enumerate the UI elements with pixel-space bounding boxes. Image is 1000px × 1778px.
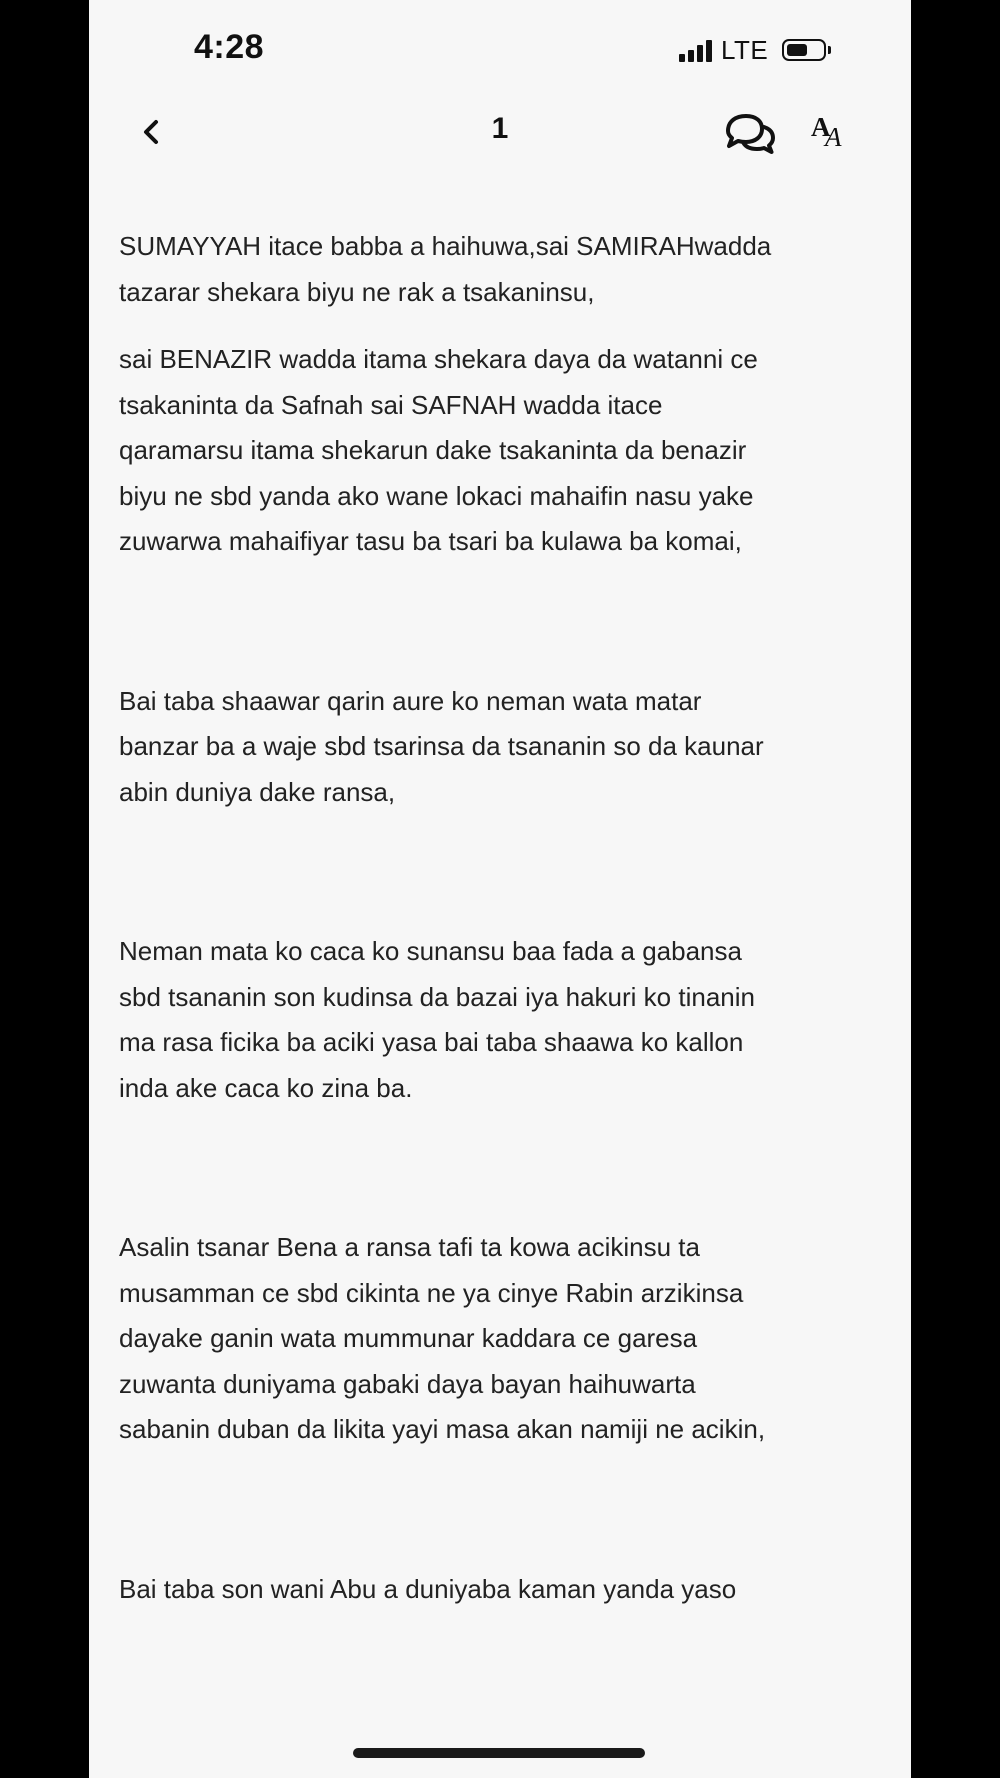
status-bar [89, 0, 911, 100]
page-number: 1 [491, 112, 509, 145]
back-button[interactable] [131, 110, 171, 154]
text-line: banzar ba a waje sbd tsarinsa da tsananin so da kaunar [119, 731, 764, 761]
paragraph [119, 1225, 859, 1453]
comments-button[interactable] [722, 110, 778, 158]
comment-bubbles-icon [722, 112, 778, 156]
text-line: Neman mata ko caca ko sunansu baa fada a gabansa [119, 936, 742, 966]
paragraph [119, 337, 859, 565]
status-indicators [679, 34, 831, 66]
network-type-label: LTE [721, 34, 769, 65]
text-line: sai BENAZIR wadda itama shekara daya da watanni ce [119, 344, 758, 374]
battery-icon [782, 39, 826, 61]
text-line: Asalin tsanar Bena a ransa tafi ta kowa acikinsu ta [119, 1232, 700, 1262]
text-line: zuwanta duniyama gabaki daya bayan haihuwarta [119, 1368, 696, 1399]
status-time: 4:28 [194, 28, 265, 66]
chevron-left-icon [141, 118, 161, 146]
chapter-text [119, 224, 859, 1612]
text-line: dayake ganin wata mummunar kaddara ce garesa [119, 1323, 698, 1353]
text-line: SUMAYYAH itace babba a haihuwa,sai SAMIRAHwadda [119, 231, 772, 261]
text-line: inda ake caca ko zina ba. [119, 1072, 413, 1103]
paragraph [119, 1567, 859, 1613]
text-line: Bai taba shaawar qarin aure ko neman wata matar [119, 685, 702, 716]
battery-level [787, 44, 807, 56]
reader-nav-bar [89, 100, 911, 170]
text-line: musamman ce sbd cikinta ne ya cinye Rabin arzikinsa [119, 1277, 744, 1308]
home-indicator[interactable] [353, 1748, 645, 1758]
text-line: qaramarsu itama shekarun dake tsakaninta da benazir [119, 435, 747, 465]
font-size-icon-small-a: A [825, 122, 842, 152]
paragraph [119, 679, 859, 816]
reader-screen [89, 0, 911, 1778]
font-size-icon-large-a: A [811, 112, 831, 142]
signal-bar [706, 40, 712, 62]
signal-bar [697, 45, 703, 62]
signal-bar [679, 54, 685, 62]
signal-bar [688, 50, 694, 62]
text-line: biyu ne sbd yanda ako wane lokaci mahaifin nasu yake [119, 480, 754, 511]
text-line: ma rasa ficika ba aciki yasa bai taba shaawa ko kallon [119, 1027, 744, 1057]
text-line: abin duniya dake ransa, [119, 776, 396, 807]
text-line: tazarar shekara biyu ne rak a tsakaninsu, [119, 276, 595, 307]
text-line: sabanin duban da likita yayi masa akan namiji ne acikin, [119, 1414, 766, 1444]
text-line: Bai taba son wani Abu a duniyaba kaman yanda yaso [119, 1573, 737, 1604]
battery-tip [828, 46, 831, 54]
text-line: sbd tsananin son kudinsa da bazai iya hakuri ko tinanin [119, 981, 755, 1012]
paragraph [119, 224, 859, 315]
text-line: zuwarwa mahaifiyar tasu ba tsari ba kulawa ba komai, [119, 526, 742, 556]
text-line: tsakaninta da Safnah sai SAFNAH wadda itace [119, 389, 663, 420]
signal-strength-icon [679, 38, 715, 62]
paragraph [119, 929, 859, 1111]
font-size-button[interactable] [807, 112, 857, 160]
